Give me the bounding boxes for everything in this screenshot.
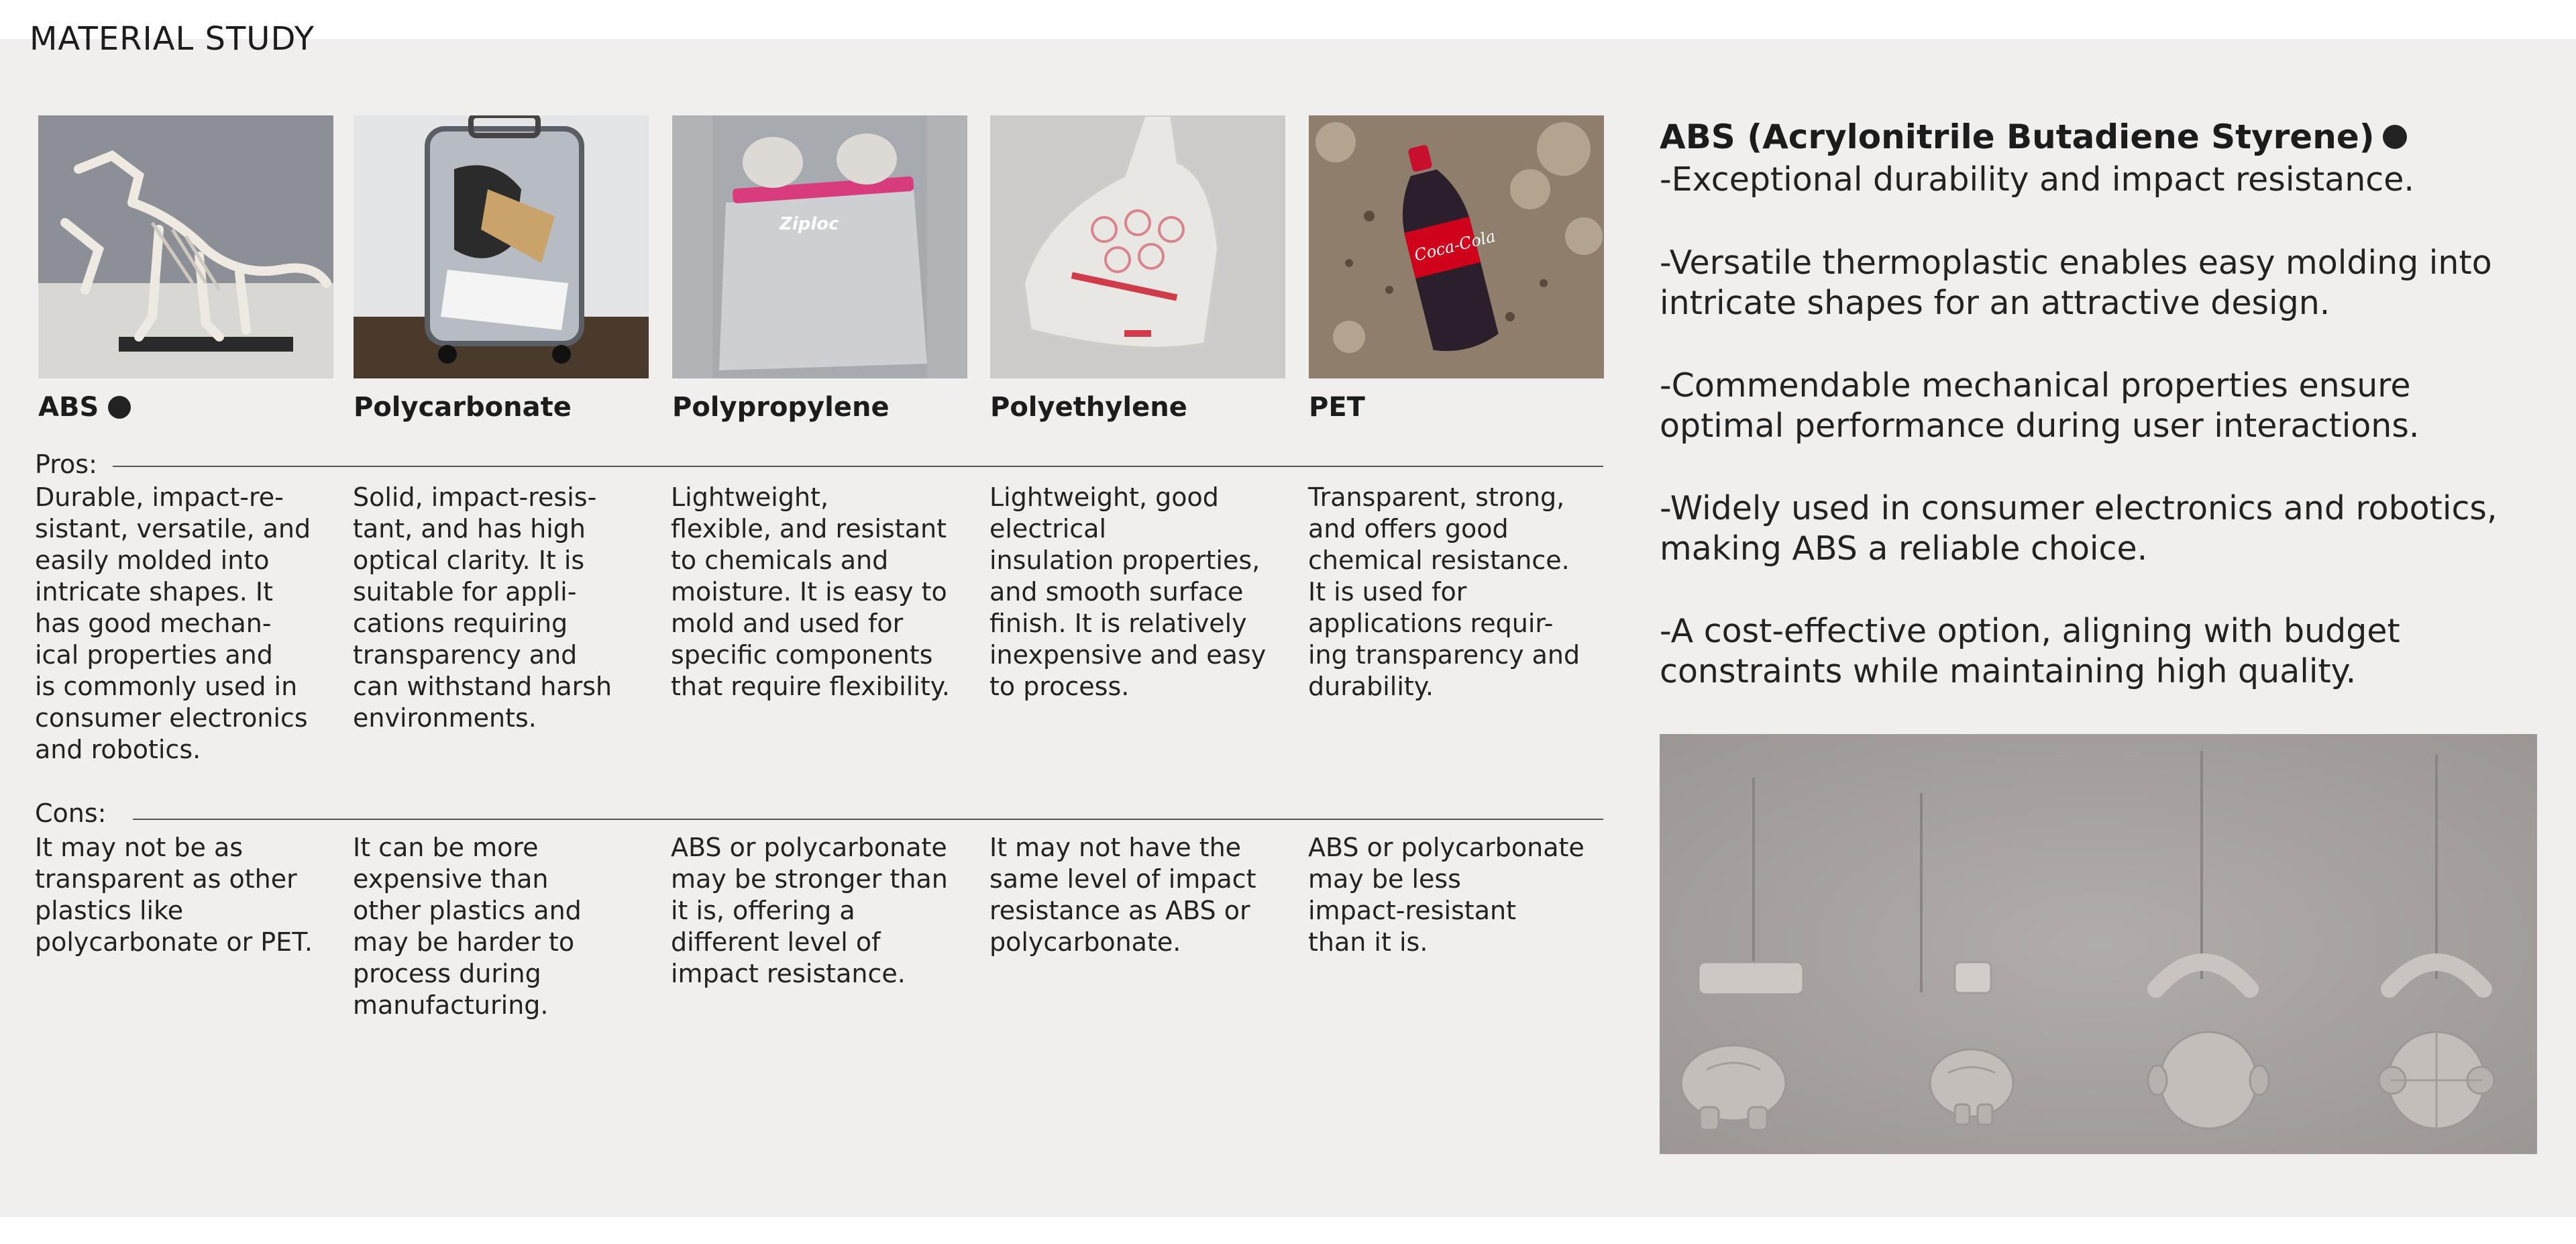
cons-text-polyethylene: It may not have the same level of impact resistance as ABS or polycarbonate. <box>989 833 1256 957</box>
detail-point-1: -Exceptional durability and impact resistance. <box>1660 160 2414 199</box>
lego-dinosaur-skeleton-image <box>38 115 333 378</box>
svg-text:Coca-Cola: Coca-Cola <box>1412 226 1498 265</box>
detail-point-4: -Widely used in consumer electronics and robotics, making ABS a reliable choice. <box>1660 489 2498 568</box>
abs-component-render-image <box>1660 734 2537 1154</box>
transparent-suitcase-image <box>354 115 649 378</box>
polyethylene-photo <box>990 115 1285 378</box>
abs-photo <box>38 115 333 378</box>
pros-divider <box>113 466 1603 467</box>
cons-text-polycarbonate: It can be more expensive than other plastics and may be harder to process during manufacturing. <box>353 833 582 1020</box>
plastic-bag-image <box>990 115 1285 378</box>
material-name-abs: ABS <box>38 392 131 423</box>
selected-dot-icon <box>2383 125 2407 149</box>
material-name-polyethylene: Polyethylene <box>990 392 1187 423</box>
cons-text-polypropylene: ABS or polycarbonate may be stronger than it is, offering a different level of impact resistance. <box>671 833 948 988</box>
selected-dot-icon <box>108 396 131 419</box>
material-name-polypropylene: Polypropylene <box>672 392 890 423</box>
detail-title: ABS (Acrylonitrile Butadiene Styrene) <box>1660 117 2407 156</box>
cons-label: Cons: <box>35 798 107 828</box>
svg-text:Ziploc: Ziploc <box>780 214 839 234</box>
polycarbonate-photo <box>354 115 649 378</box>
material-name-pet: PET <box>1309 392 1365 423</box>
pros-label: Pros: <box>35 450 97 479</box>
polypropylene-photo <box>672 115 967 378</box>
material-name-polycarbonate: Polycarbonate <box>354 392 572 423</box>
pet-photo <box>1309 115 1604 378</box>
cons-text-abs: It may not be as transparent as other plastics like polycarbonate or PET. <box>35 833 313 957</box>
pros-text-pet: Transparent, strong, and offers good chemical resistance. It is used for applications requir- ing transparency and durability. <box>1308 482 1580 701</box>
pros-text-polycarbonate: Solid, impact-resis- tant, and has high optical clarity. It is suitable for appli- cations requiring transparency and can withstand harsh environments. <box>353 482 612 733</box>
soda-bottle-image <box>1309 115 1604 378</box>
detail-point-5: -A cost-effective option, aligning with budget constraints while maintaining high quality. <box>1660 612 2400 690</box>
cons-text-pet: ABS or polycarbonate may be less impact-resistant than it is. <box>1308 833 1585 957</box>
page-title: MATERIAL STUDY <box>30 20 315 58</box>
ziploc-bag-image <box>672 115 967 378</box>
detail-point-3: -Commendable mechanical properties ensure optimal performance during user interactions. <box>1660 366 2420 445</box>
cons-divider <box>133 819 1603 820</box>
pros-text-abs: Durable, impact-re- sistant, versatile, and easily molded into intricate shapes. It has good mechan- ical properties and is commonly used in consumer electronics and robotics. <box>35 482 311 764</box>
pros-text-polyethylene: Lightweight, good electrical insulation properties, and smooth surface finish. It is relatively inexpensive and easy to process. <box>989 482 1267 701</box>
abs-component-render <box>1660 734 2537 1154</box>
detail-point-2: -Versatile thermoplastic enables easy molding into intricate shapes for an attractive design. <box>1660 244 2492 322</box>
pros-text-polypropylene: Lightweight, flexible, and resistant to chemicals and moisture. It is easy to mold and used for specific components that require flexibility. <box>671 482 950 701</box>
